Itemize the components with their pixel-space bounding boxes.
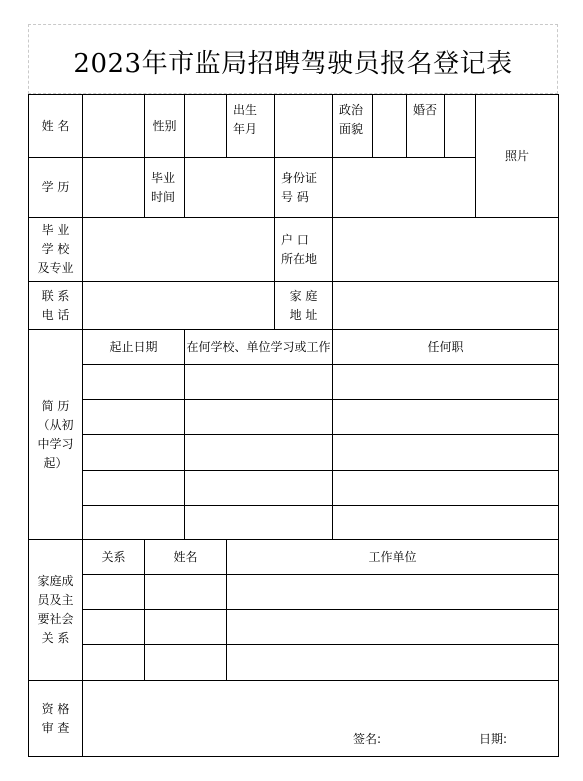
label-resume: 简 历 （从初 中学习 起）	[29, 330, 83, 540]
signature-label: 签名:	[353, 732, 382, 746]
registration-form	[28, 94, 559, 757]
field-school-major[interactable]	[83, 218, 275, 282]
field-education[interactable]	[83, 158, 145, 218]
resume-where-cell[interactable]	[185, 471, 333, 506]
header-resume-position: 任何职	[333, 330, 559, 365]
label-hukou: 户 口 所在地	[275, 218, 333, 282]
resume-where-cell[interactable]	[185, 365, 333, 400]
field-grad-time[interactable]	[185, 158, 275, 218]
field-gender[interactable]	[185, 95, 227, 158]
label-qualification: 资 格 审 查	[29, 681, 83, 757]
resume-date-cell[interactable]	[83, 506, 185, 540]
label-marital: 婚否	[407, 95, 445, 158]
label-school-major: 毕 业 学 校 及专业	[29, 218, 83, 282]
resume-position-cell[interactable]	[333, 435, 559, 471]
resume-date-cell[interactable]	[83, 435, 185, 471]
family-relation-cell[interactable]	[83, 645, 145, 681]
family-work-cell[interactable]	[227, 610, 559, 645]
label-name: 姓 名	[29, 95, 83, 158]
family-name-cell[interactable]	[145, 610, 227, 645]
label-political: 政治 面貌	[333, 95, 373, 158]
label-birth: 出生 年月	[227, 95, 275, 158]
resume-where-cell[interactable]	[185, 435, 333, 471]
header-family-name: 姓名	[145, 540, 227, 575]
resume-position-cell[interactable]	[333, 400, 559, 435]
label-family: 家庭成 员及主 要社会 关 系	[29, 540, 83, 681]
header-family-relation: 关系	[83, 540, 145, 575]
title-box	[28, 24, 558, 94]
family-relation-cell[interactable]	[83, 610, 145, 645]
field-address[interactable]	[333, 282, 559, 330]
qualification-review-area[interactable]	[83, 681, 559, 757]
label-grad-time: 毕业 时间	[145, 158, 185, 218]
resume-where-cell[interactable]	[185, 400, 333, 435]
page-title: 2023年市监局招聘驾驶员报名登记表	[73, 49, 513, 79]
field-id-number[interactable]	[333, 158, 476, 218]
resume-date-cell[interactable]	[83, 365, 185, 400]
resume-date-cell[interactable]	[83, 471, 185, 506]
family-name-cell[interactable]	[145, 575, 227, 610]
label-address: 家 庭 地 址	[275, 282, 333, 330]
header-resume-date: 起止日期	[83, 330, 185, 365]
field-phone[interactable]	[83, 282, 275, 330]
label-gender: 性别	[145, 95, 185, 158]
field-political[interactable]	[373, 95, 407, 158]
photo-box[interactable]: 照片	[476, 95, 559, 218]
family-work-cell[interactable]	[227, 645, 559, 681]
field-name[interactable]	[83, 95, 145, 158]
header-family-work: 工作单位	[227, 540, 559, 575]
resume-position-cell[interactable]	[333, 365, 559, 400]
label-id-number: 身份证 号 码	[275, 158, 333, 218]
resume-position-cell[interactable]	[333, 471, 559, 506]
field-birth[interactable]	[275, 95, 333, 158]
label-education: 学 历	[29, 158, 83, 218]
resume-date-cell[interactable]	[83, 400, 185, 435]
header-resume-where: 在何学校、单位学习或工作	[185, 330, 333, 365]
family-work-cell[interactable]	[227, 575, 559, 610]
field-hukou[interactable]	[333, 218, 559, 282]
date-label: 日期:	[479, 732, 508, 746]
resume-position-cell[interactable]	[333, 506, 559, 540]
resume-where-cell[interactable]	[185, 506, 333, 540]
field-marital[interactable]	[445, 95, 476, 158]
label-phone: 联 系 电 话	[29, 282, 83, 330]
family-relation-cell[interactable]	[83, 575, 145, 610]
family-name-cell[interactable]	[145, 645, 227, 681]
